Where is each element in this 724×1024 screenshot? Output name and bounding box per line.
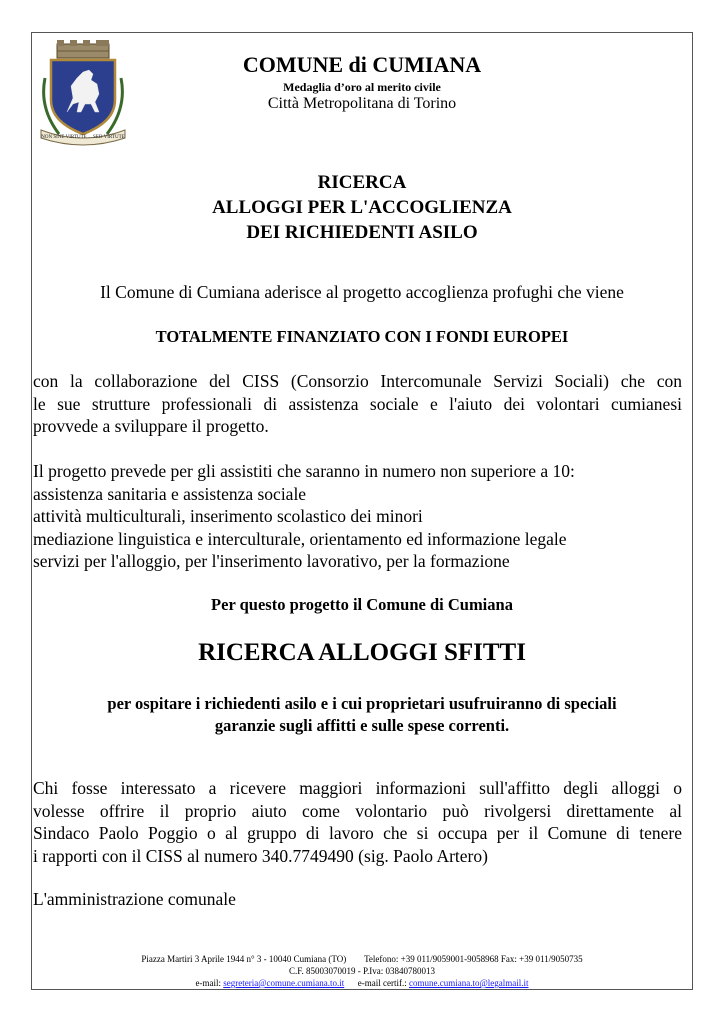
footer	[0, 953, 724, 989]
purpose-text	[0, 693, 724, 737]
municipality-title: COMUNE di CUMIANA	[242, 52, 482, 77]
signature-text	[33, 888, 682, 911]
project-line: servizi per l'alloggio, per l'inserimento lavorativo, per la formazione	[33, 551, 510, 571]
contact-line: i rapporti con il CISS al numero 340.7749490 (sig. Paolo Artero)	[33, 845, 488, 866]
contact-line: Chi fosse interessato a ricevere maggiori informazioni sull'affitto degli alloggi o	[33, 778, 682, 798]
lead-text: Per questo progetto il Comune di Cumiana	[211, 595, 513, 614]
email-link[interactable]: segreteria@comune.cumiana.to.it	[223, 978, 345, 988]
collab-line: provvede a sviluppare il progetto.	[33, 416, 269, 436]
signature-line: L'amministrazione comunale	[33, 889, 236, 909]
heading-line-1: RICERCA	[317, 172, 407, 193]
pec-email-link[interactable]: comune.cumiana.to@legalmail.it	[408, 978, 529, 988]
contact-line: Sindaco Paolo Poggio o al gruppo di lavoro che si occupa per il Comune di tenere	[33, 823, 682, 843]
project-line: assistenza sanitaria e assistenza sociale	[33, 483, 307, 504]
big-heading: RICERCA ALLOGGI SFITTI	[198, 639, 526, 666]
funding-text: TOTALMENTE FINANZIATO CON I FONDI EUROPEI	[155, 327, 569, 346]
footer-fiscal: C.F. 85003070019 - P.Iva: 03840780013	[288, 966, 436, 976]
contact-paragraph	[33, 777, 682, 867]
footer-email-line	[0, 977, 724, 989]
heading-line-2: ALLOGGI PER L'ACCOGLIENZA	[212, 197, 512, 218]
project-line: attività multiculturali, inserimento scolastico dei minori	[33, 506, 423, 526]
project-line: mediazione linguistica e interculturale, orientamento ed informazione legale	[33, 528, 567, 549]
project-line: Il progetto prevede per gli assistiti che saranno in numero non superiore a 10:	[33, 461, 575, 481]
collab-line: le sue strutture professionali di assistenza sociale e l'aiuto dei volontari cumianesi	[33, 393, 682, 414]
footer-phones: Telefono: +39 011/9059001-9058968 Fax: +39 011/9050735	[364, 954, 583, 964]
heading-line-3: DEI RICHIEDENTI ASILO	[246, 222, 478, 243]
footer-address-line	[0, 953, 724, 965]
motto-text: NON SINE VIRTUTE ... SED VIRTUTE	[41, 135, 125, 140]
purpose-line: per ospitare i richiedenti asilo e i cui proprietari usufruiranno di speciali	[107, 694, 617, 713]
email-label: e-mail:	[195, 978, 221, 988]
contact-line: volesse offrire il proprio aiuto come volontario può rivolgersi direttamente al	[33, 800, 682, 821]
footer-address: Piazza Martiri 3 Aprile 1944 n° 3 - 10040 Cumiana (TO)	[141, 954, 347, 964]
collab-line: con la collaborazione del CISS (Consorzio Intercomunale Servizi Sociali) che con	[33, 371, 682, 391]
project-paragraph	[33, 460, 682, 573]
pec-label: e-mail certif.:	[357, 978, 407, 988]
collaboration-paragraph	[33, 370, 682, 438]
medal-subtitle: Medaglia d’oro al merito civile	[283, 80, 441, 94]
metro-city-subtitle: Città Metropolitana di Torino	[267, 95, 457, 112]
purpose-line: garanzie sugli affitti e sulle spese correnti.	[214, 716, 510, 735]
intro-text: Il Comune di Cumiana aderisce al progetto accoglienza profughi che viene	[100, 282, 624, 302]
